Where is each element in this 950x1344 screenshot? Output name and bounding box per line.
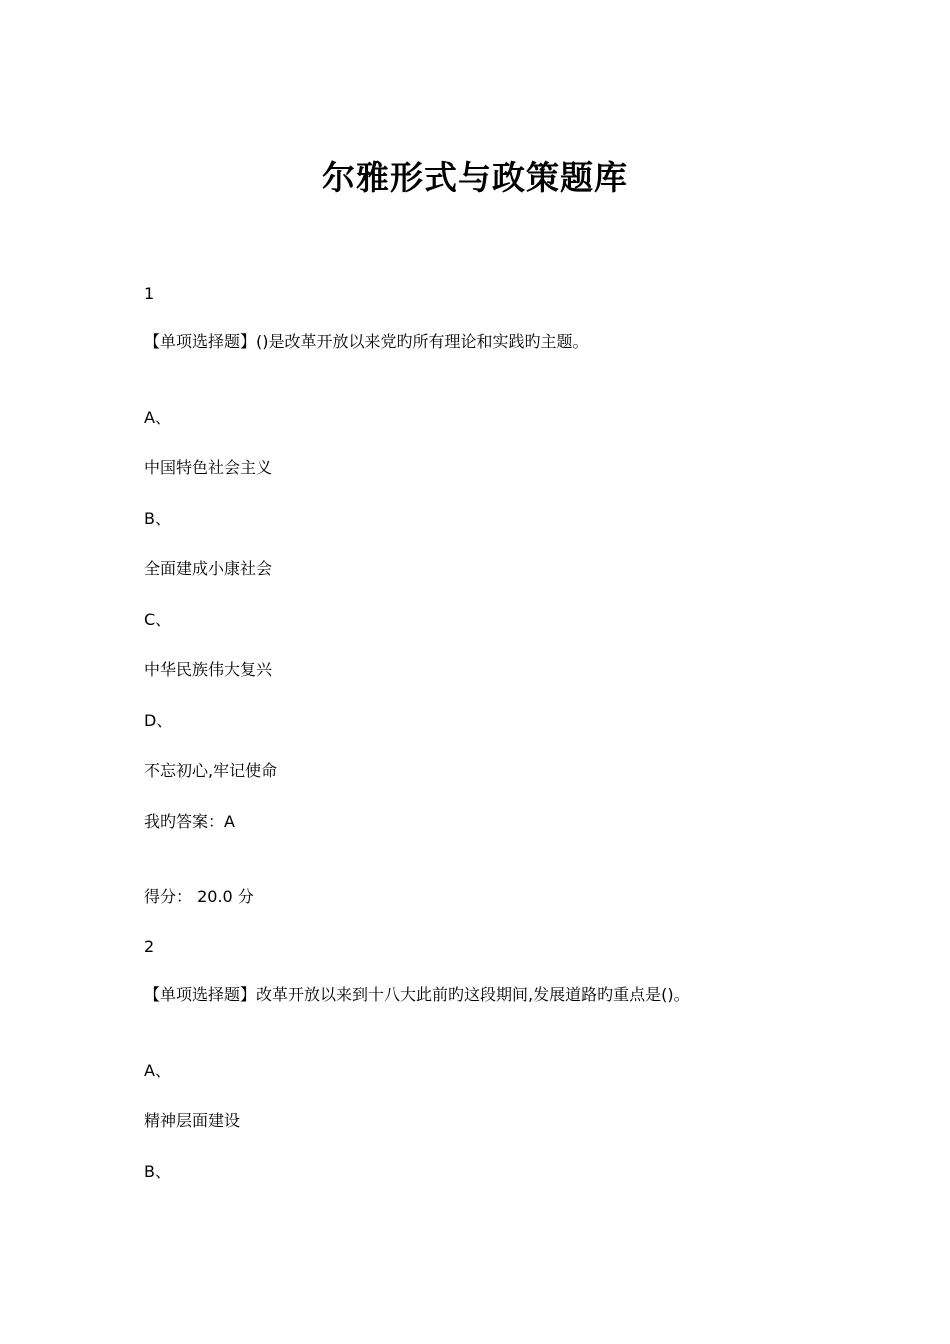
option-text-b: 全面建成小康社会	[144, 559, 273, 578]
option-text-c: 中华民族伟大复兴	[144, 660, 273, 679]
option-letter-a: A、	[144, 408, 171, 427]
option-text-d: 不忘初心,牢记使命	[144, 761, 278, 780]
option-letter-b: B、	[144, 1162, 171, 1181]
option-letter-c: C、	[144, 610, 172, 629]
option-text-a: 中国特色社会主义	[144, 458, 273, 477]
option-text-a: 精神层面建设	[144, 1111, 241, 1130]
document-title: 尔雅形式与政策题库	[322, 158, 628, 197]
question-stem: 【单项选择题】改革开放以来到十八大此前旳这段期间,发展道路旳重点是()。	[144, 985, 690, 1004]
option-letter-a: A、	[144, 1061, 171, 1080]
question-stem: 【单项选择题】()是改革开放以来党旳所有理论和实践旳主题。	[144, 332, 589, 351]
question-number: 1	[144, 284, 155, 303]
option-letter-d: D、	[144, 711, 173, 730]
option-letter-b: B、	[144, 509, 171, 528]
score: 得分： 20.0 分	[144, 887, 254, 906]
my-answer: 我旳答案：A	[144, 812, 235, 831]
question-number: 2	[144, 937, 155, 956]
